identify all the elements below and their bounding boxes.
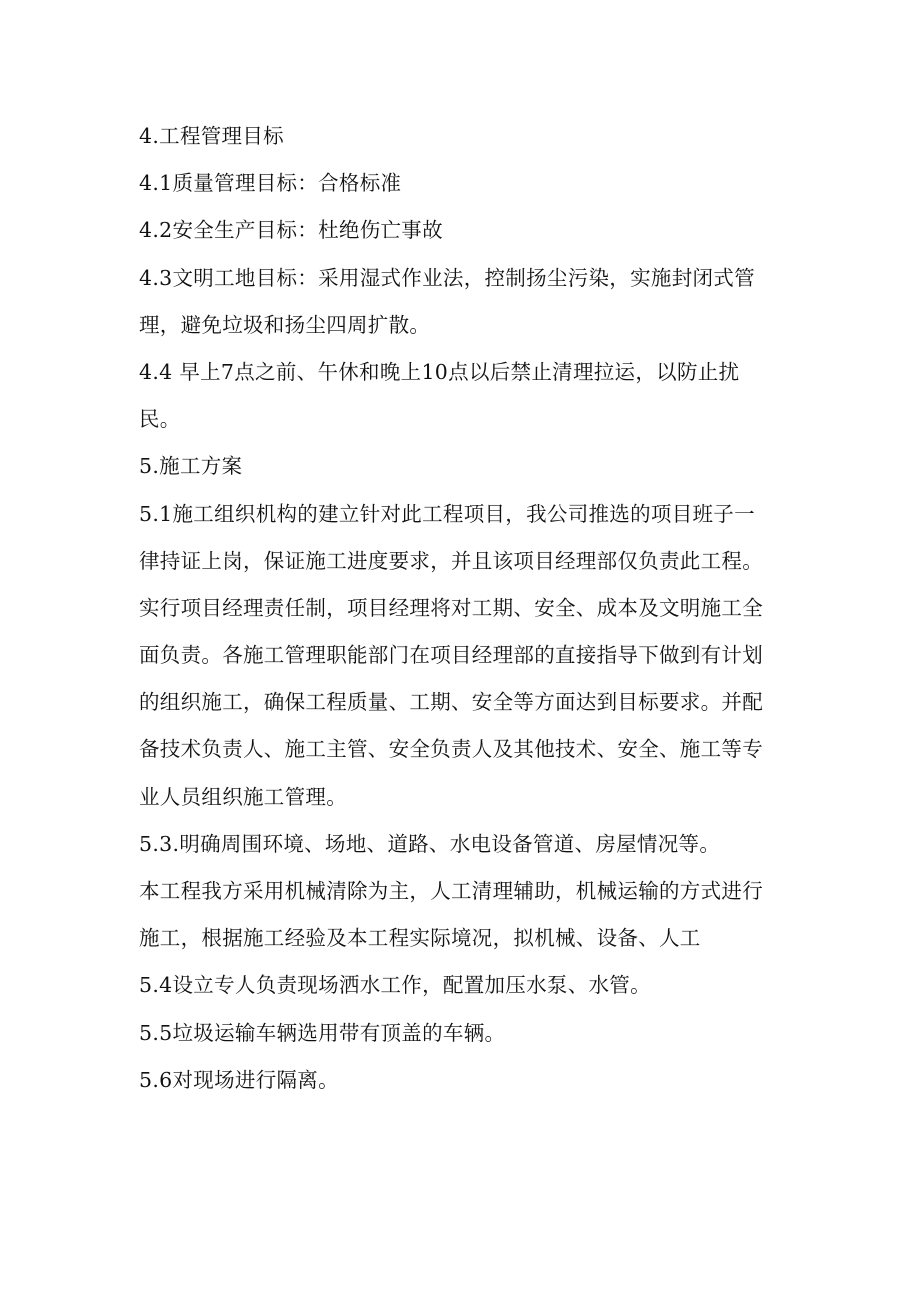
document-body bbox=[139, 113, 789, 1104]
paragraph-line: 律持证上岗，保证施工进度要求，并且该项目经理部仅负责此工程。 bbox=[139, 548, 763, 573]
paragraph-line: 业人员组织施工管理。 bbox=[139, 784, 347, 809]
paragraph-line: 面负责。各施工管理职能部门在项目经理部的直接指导下做到有计划 bbox=[139, 643, 763, 668]
paragraph-line: 4.3文明工地目标：采用湿式作业法，控制扬尘污染，实施封闭式管 bbox=[139, 265, 755, 290]
paragraph-line: 5.5垃圾运输车辆选用带有顶盖的车辆。 bbox=[139, 1020, 506, 1045]
heading-management-goals: 4.工程管理目标 bbox=[139, 124, 284, 148]
paragraph-line: 实行项目经理责任制，项目经理将对工期、安全、成本及文明施工全 bbox=[139, 595, 763, 620]
paragraph-line: 备技术负责人、施工主管、安全负责人及其他技术、安全、施工等专 bbox=[139, 737, 763, 762]
paragraph-line: 4.1质量管理目标：合格标准 bbox=[139, 171, 402, 196]
paragraph-line: 理，避免垃圾和扬尘四周扩散。 bbox=[139, 312, 431, 337]
paragraph-line: 5.1施工组织机构的建立针对此工程项目，我公司推选的项目班子一 bbox=[139, 501, 755, 526]
paragraph-line: 的组织施工，确保工程质量、工期、安全等方面达到目标要求。并配 bbox=[139, 690, 763, 715]
paragraph-line: 5.4设立专人负责现场洒水工作，配置加压水泵、水管。 bbox=[139, 973, 651, 998]
paragraph-line: 5.6对现场进行隔离。 bbox=[139, 1067, 339, 1092]
paragraph-line: 4.2安全生产目标：杜绝伤亡事故 bbox=[139, 218, 443, 243]
paragraph-line: 民。 bbox=[139, 407, 181, 432]
paragraph-line: 5.3.明确周围环境、场地、道路、水电设备管道、房屋情况等。 bbox=[139, 831, 721, 856]
paragraph-line: 4.4 早上7点之前、午休和晚上10点以后禁止清理拉运，以防止扰 bbox=[139, 359, 740, 384]
heading-construction-plan: 5.施工方案 bbox=[139, 454, 243, 479]
paragraph-line: 本工程我方采用机械清除为主，人工清理辅助，机械运输的方式进行 bbox=[139, 879, 763, 903]
paragraph-line: 施工，根据施工经验及本工程实际境况，拟机械、设备、人工 bbox=[139, 926, 701, 951]
